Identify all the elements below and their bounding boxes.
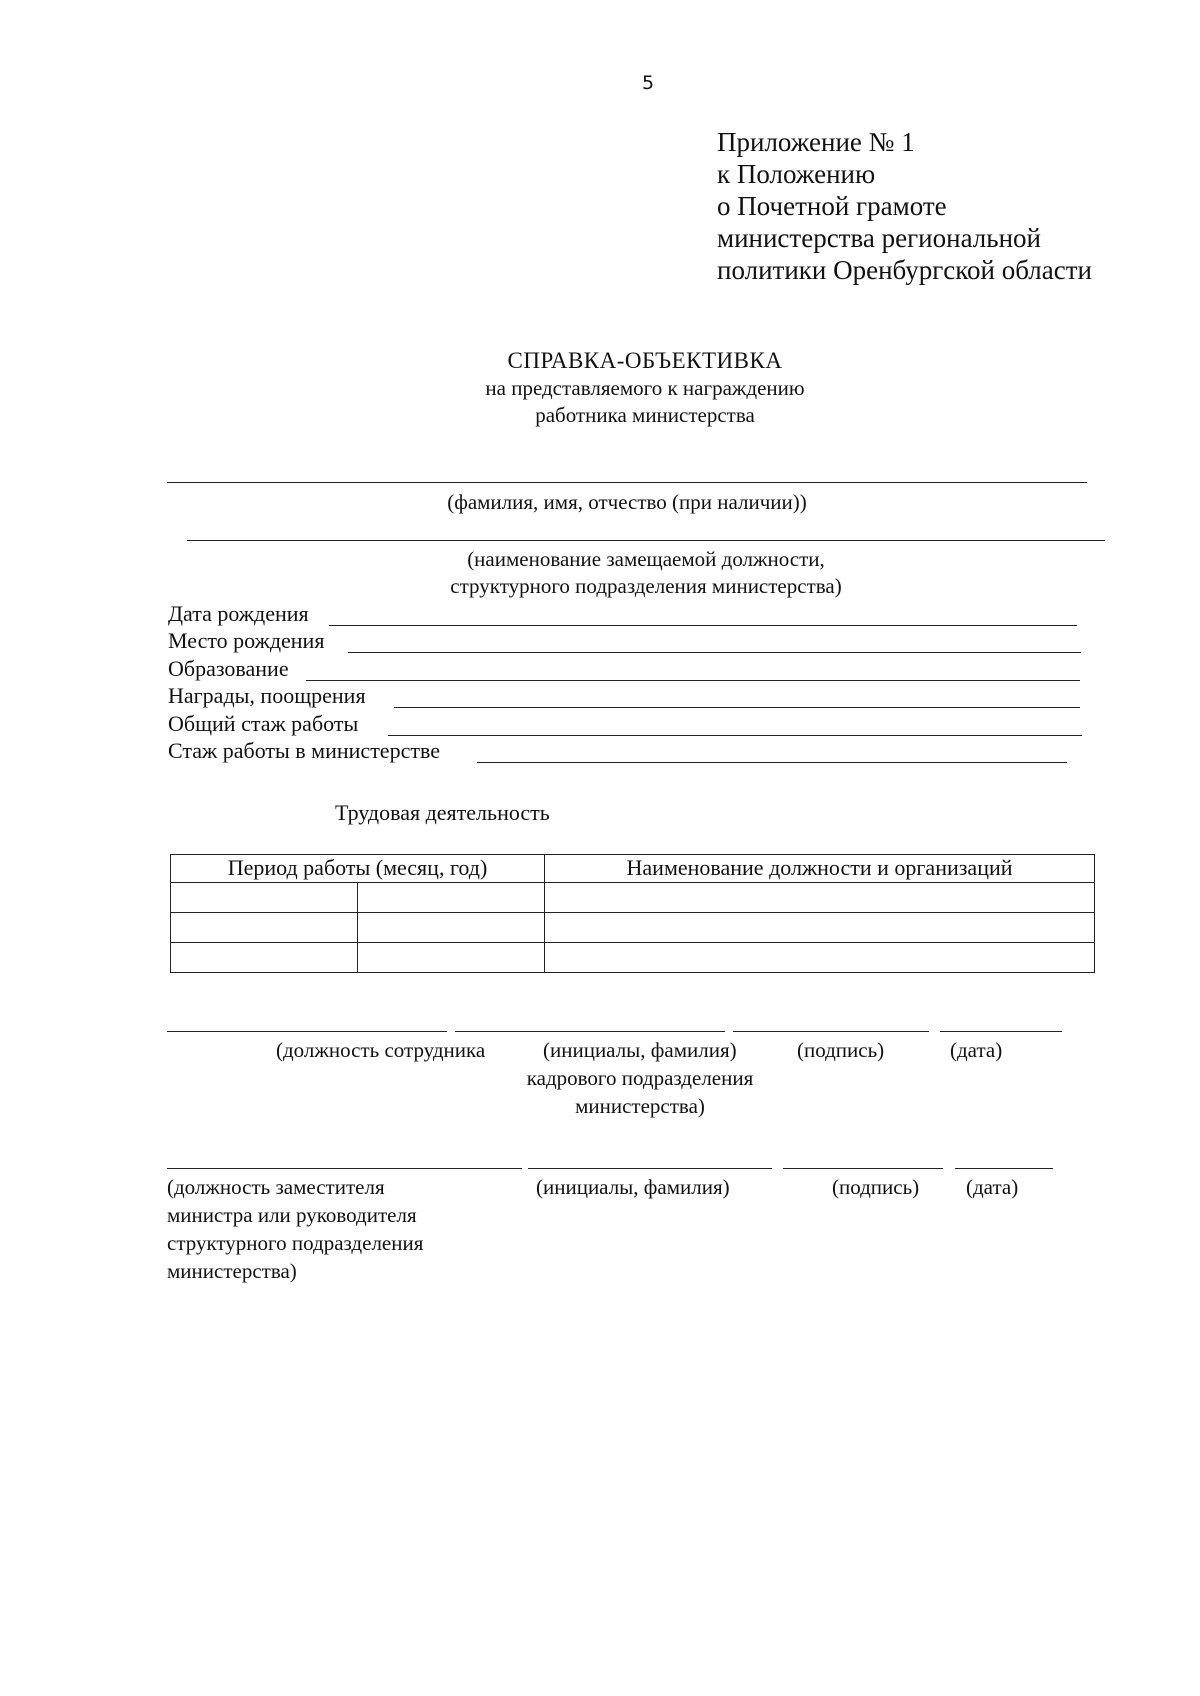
- deputy-signature-blank-line[interactable]: [167, 1168, 522, 1169]
- position-column-header: Наименование должности и организаций: [545, 855, 1095, 883]
- deputy-position-caption: структурного подразделения: [167, 1231, 424, 1255]
- period-from-cell[interactable]: [171, 913, 358, 943]
- appendix-line: о Почетной грамоте: [717, 191, 947, 221]
- page-number: 5: [642, 72, 655, 94]
- hr-signature-blank-line[interactable]: [167, 1031, 447, 1032]
- deputy-signature-blank-line[interactable]: [955, 1168, 1053, 1169]
- period-column-header: Период работы (месяц, год): [171, 855, 545, 883]
- hr-signature-blank-line[interactable]: [733, 1031, 929, 1032]
- position-caption: (наименование замещаемой должности,: [467, 547, 825, 571]
- total-experience-label: Общий стаж работы: [168, 711, 359, 736]
- appendix-header: [717, 126, 1092, 286]
- deputy-position-caption: министра или руководителя: [167, 1203, 417, 1227]
- awards-blank[interactable]: [394, 707, 1080, 708]
- deputy-position-caption: (должность заместителя: [167, 1175, 385, 1199]
- hr-signature-blank-line[interactable]: [455, 1031, 725, 1032]
- position-cell[interactable]: [545, 883, 1095, 913]
- table-row: [171, 913, 1095, 943]
- hr-signature-blank-line[interactable]: [940, 1031, 1062, 1032]
- table-row: [171, 943, 1095, 973]
- table-header-row: [171, 855, 1095, 883]
- position-blank-line[interactable]: [187, 540, 1105, 541]
- ministry-experience-label: Стаж работы в министерстве: [168, 738, 440, 763]
- deputy-date-caption: (дата): [966, 1175, 1019, 1199]
- deputy-signature-blank-line[interactable]: [783, 1168, 943, 1169]
- period-to-cell[interactable]: [358, 913, 545, 943]
- period-to-cell[interactable]: [358, 883, 545, 913]
- hr-date-caption: (дата): [950, 1038, 1003, 1062]
- appendix-line: Приложение № 1: [717, 127, 915, 157]
- period-to-cell[interactable]: [358, 943, 545, 973]
- education-blank[interactable]: [306, 680, 1080, 681]
- hr-initials-caption: (инициалы, фамилия): [543, 1038, 737, 1062]
- deputy-initials-caption: (инициалы, фамилия): [536, 1175, 730, 1199]
- position-cell[interactable]: [545, 913, 1095, 943]
- document-subtitle: на представляемого к награждению: [485, 376, 805, 400]
- awards-label: Награды, поощрения: [168, 683, 366, 708]
- period-from-cell[interactable]: [171, 883, 358, 913]
- deputy-position-caption: министерства): [167, 1259, 297, 1283]
- birth-place-blank[interactable]: [348, 652, 1081, 653]
- period-from-cell[interactable]: [171, 943, 358, 973]
- fio-caption: (фамилия, имя, отчество (при наличии)): [447, 490, 807, 514]
- work-activity-heading: Трудовая деятельность: [335, 800, 550, 825]
- total-experience-blank[interactable]: [388, 735, 1082, 736]
- birth-date-blank[interactable]: [329, 625, 1077, 626]
- hr-position-caption: министерства): [575, 1094, 705, 1118]
- appendix-line: министерства региональной: [717, 223, 1041, 253]
- education-label: Образование: [168, 656, 289, 681]
- birth-date-label: Дата рождения: [168, 601, 309, 626]
- hr-signature-caption: (подпись): [797, 1038, 885, 1062]
- document-subtitle: работника министерства: [535, 403, 755, 427]
- table-row: [171, 883, 1095, 913]
- work-history-table: [170, 854, 1095, 973]
- appendix-line: к Положению: [717, 159, 876, 189]
- position-caption: структурного подразделения министерства): [450, 574, 842, 598]
- appendix-line: политики Оренбургской области: [717, 255, 1092, 285]
- ministry-experience-blank[interactable]: [477, 762, 1067, 763]
- deputy-signature-caption: (подпись): [832, 1175, 920, 1199]
- hr-position-caption: (должность сотрудника: [276, 1038, 486, 1062]
- fio-blank-line[interactable]: [167, 482, 1087, 483]
- hr-position-caption: кадрового подразделения: [526, 1066, 754, 1090]
- document-title: СПРАВКА-ОБЪЕКТИВКА: [507, 348, 783, 373]
- birth-place-label: Место рождения: [168, 628, 325, 653]
- position-cell[interactable]: [545, 943, 1095, 973]
- deputy-signature-blank-line[interactable]: [528, 1168, 772, 1169]
